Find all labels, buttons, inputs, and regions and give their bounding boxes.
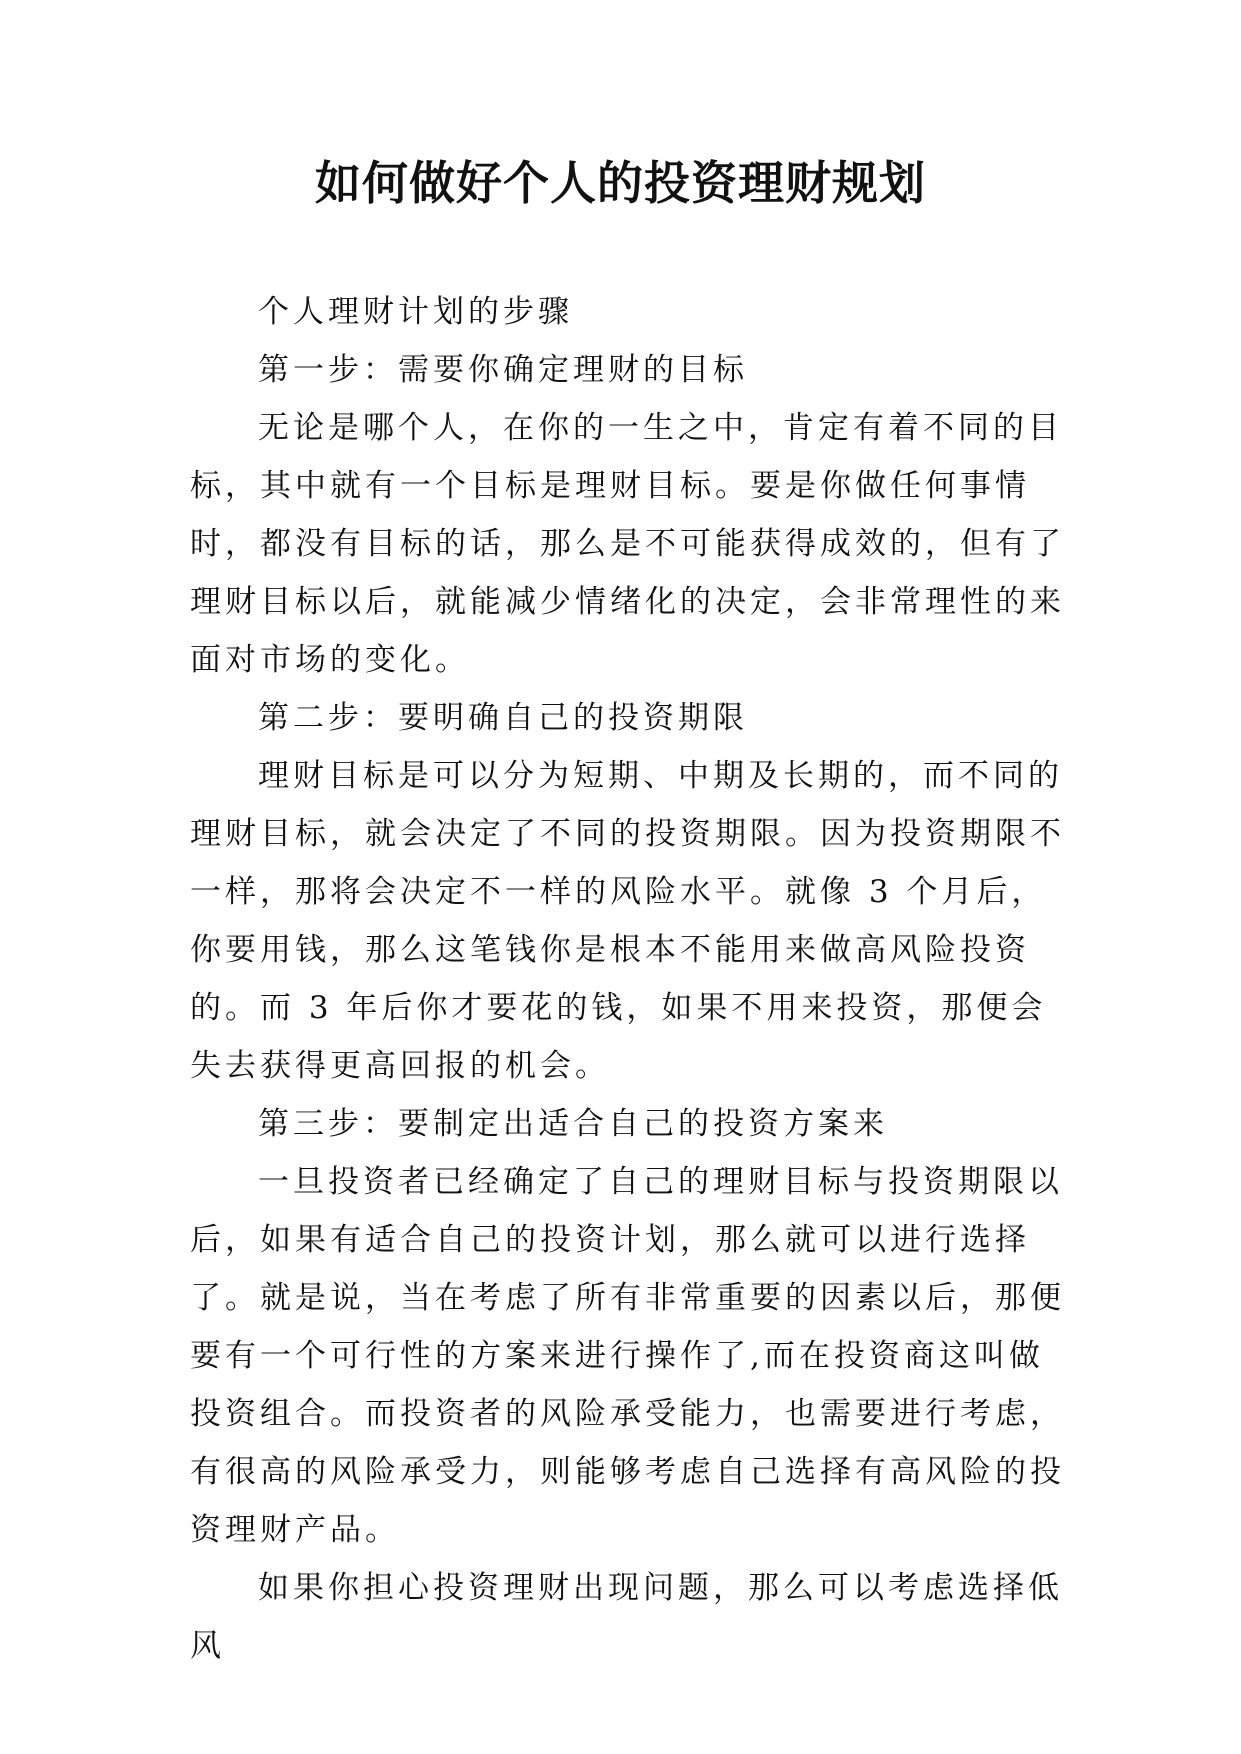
document-title: 如何做好个人的投资理财规划 — [315, 156, 926, 210]
step-one-heading: 第一步：需要你确定理财的目标 — [258, 352, 748, 388]
document-body — [190, 283, 1068, 1675]
step-three-heading: 第三步：要制定出适合自己的投资方案来 — [258, 1106, 888, 1142]
step-one-paragraph: 无论是哪个人，在你的一生之中，肯定有着不同的目标，其中就有一个目标是理财目标。要是你做任何事情时，都没有目标的话，那么是不可能获得成效的，但有了理财目标以后，就能减少情绪化的决定，会非常理性的来面对市场的变化。 — [190, 410, 1065, 678]
final-paragraph: 如果你担心投资理财出现问题，那么可以考虑选择低风 — [190, 1570, 1063, 1664]
step-two-paragraph: 理财目标是可以分为短期、中期及长期的，而不同的理财目标，就会决定了不同的投资期限。因为投资期限不一样，那将会决定不一样的风险水平。就像 3 个月后，你要用钱，那么这笔钱你是根本不能用来做高风险投资的。而 3 年后你才要花的钱，如果不用来投资，那便会失去获得更高回报的机会。 — [190, 758, 1065, 1084]
section-heading-steps: 个人理财计划的步骤 — [258, 294, 573, 330]
step-three-paragraph: 一旦投资者已经确定了自己的理财目标与投资期限以后，如果有适合自己的投资计划，那么就可以进行选择了。就是说，当在考虑了所有非常重要的因素以后，那便要有一个可行性的方案来进行操作了,而在投资商这叫做投资组合。而投资者的风险承受能力，也需要进行考虑，有很高的风险承受力，则能够考虑自己选择有高风险的投资理财产品。 — [190, 1164, 1065, 1548]
step-two-heading: 第二步：要明确自己的投资期限 — [258, 700, 748, 736]
